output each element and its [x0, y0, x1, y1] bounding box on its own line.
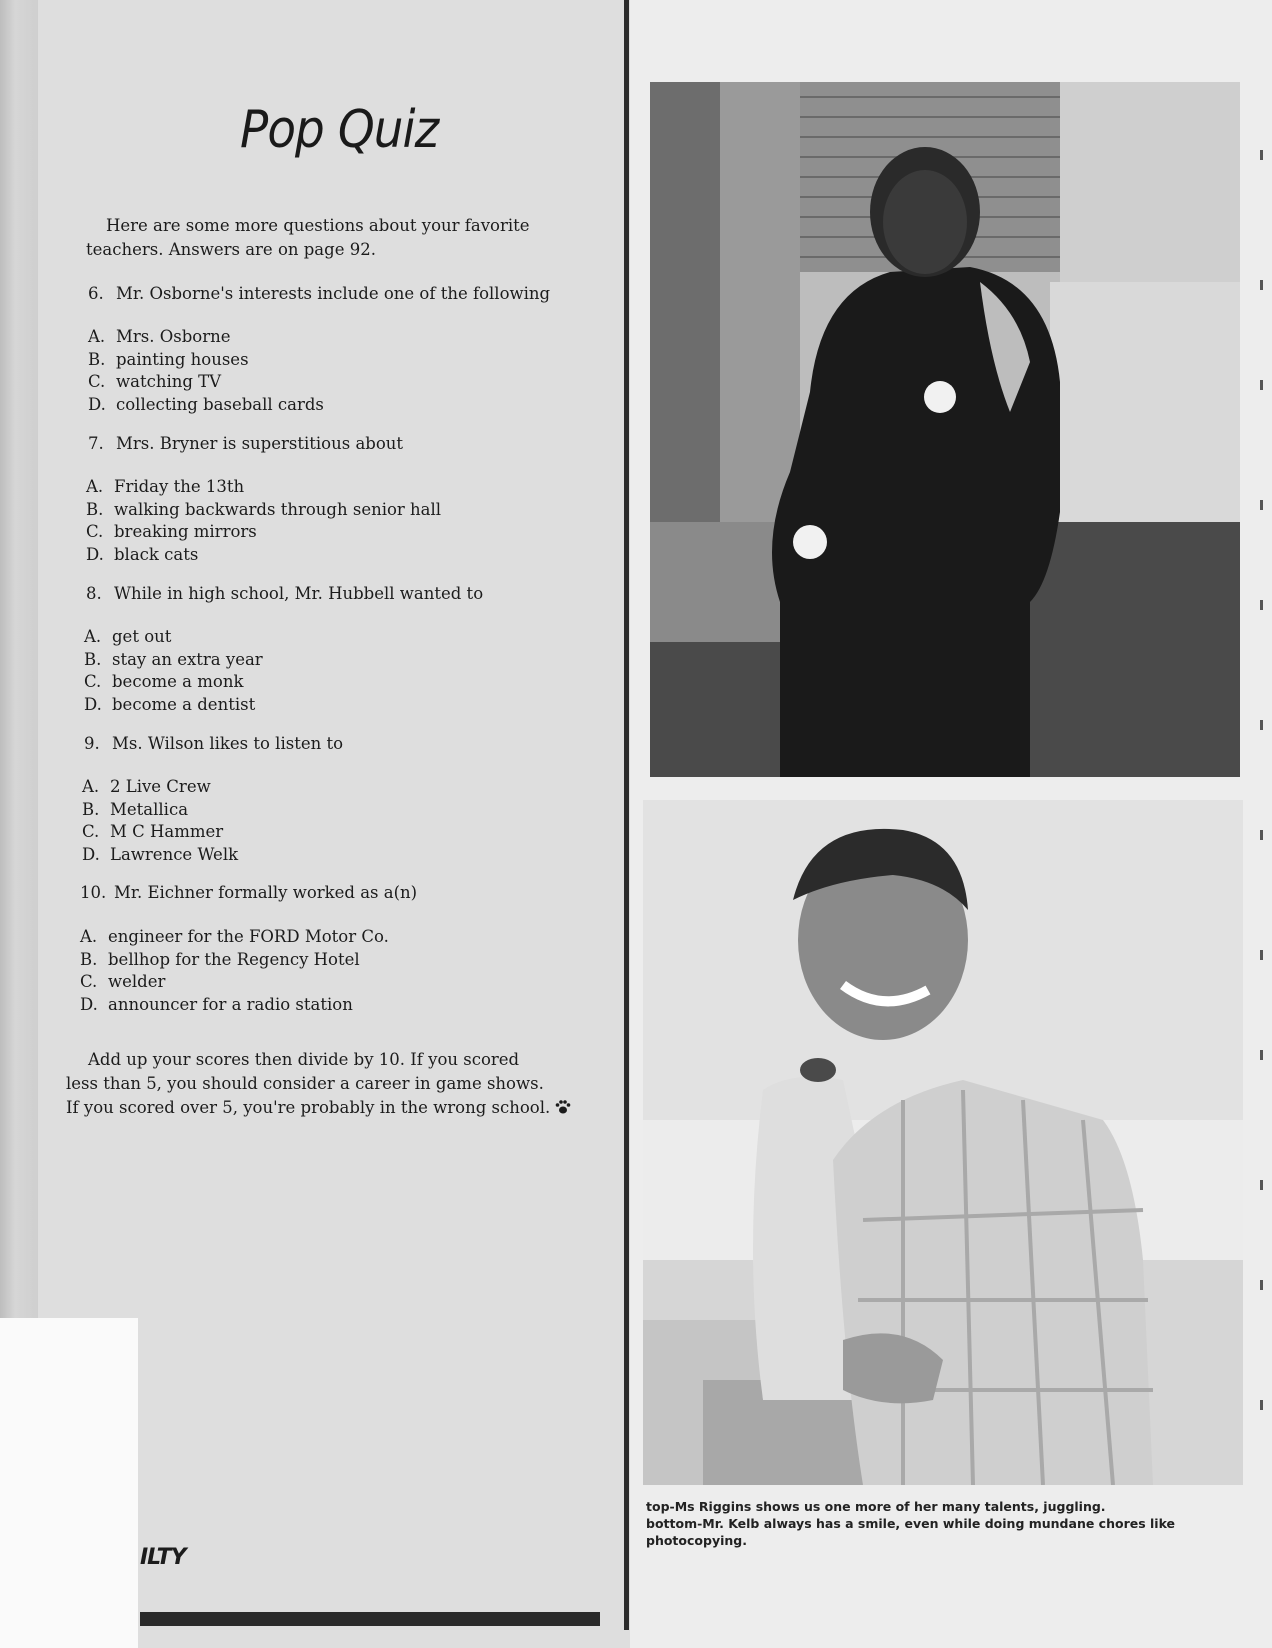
option-text: welder	[108, 972, 166, 991]
option-text: Metallica	[110, 799, 189, 819]
option-text: Lawrence Welk	[110, 844, 239, 864]
option-c	[82, 821, 238, 844]
option-text: stay an extra year	[112, 649, 263, 669]
option-b	[80, 949, 389, 972]
option-a	[88, 326, 324, 349]
question-number: 8.	[86, 584, 102, 603]
option-text: breaking mirrors	[114, 522, 257, 541]
option-letter: B.	[86, 499, 104, 519]
question-8-options	[84, 626, 263, 716]
option-letter: C.	[82, 822, 100, 841]
option-text: become a dentist	[112, 694, 256, 714]
option-letter: C.	[80, 972, 98, 991]
option-text: walking backwards through senior hall	[114, 499, 442, 519]
option-c	[86, 521, 441, 544]
option-letter: D.	[84, 694, 102, 714]
option-text: bellhop for the Regency Hotel	[108, 949, 360, 969]
option-d	[82, 844, 238, 867]
question-text: Mr. Eichner formally worked as a(n)	[114, 883, 418, 902]
caption-line: bottom-Mr. Kelb always has a smile, even while doing mundane chores like	[646, 1516, 1176, 1531]
option-text: M C Hammer	[110, 822, 224, 841]
option-letter: B.	[80, 949, 98, 969]
option-letter: A.	[82, 777, 100, 796]
page-margin-patch	[0, 1318, 138, 1648]
option-letter: D.	[82, 844, 100, 864]
question-number: 9.	[84, 734, 100, 753]
question-text: Mrs. Bryner is superstitious about	[116, 434, 404, 453]
option-a	[84, 626, 263, 649]
option-letter: C.	[88, 372, 106, 391]
option-text: become a monk	[112, 672, 244, 691]
question-8	[86, 584, 483, 603]
caption-line: photocopying.	[646, 1533, 747, 1548]
caption-line: top-Ms Riggins shows us one more of her many talents, juggling.	[646, 1499, 1106, 1514]
option-b	[82, 799, 238, 822]
option-letter: C.	[84, 672, 102, 691]
question-7-options	[86, 476, 441, 566]
page-folio: ILTY	[140, 1545, 186, 1570]
option-a	[80, 926, 389, 949]
question-9-options	[82, 776, 238, 866]
option-letter: D.	[86, 544, 104, 564]
option-b	[84, 649, 263, 672]
question-text: Mr. Osborne's interests include one of the following	[116, 284, 551, 303]
option-d	[86, 544, 441, 567]
option-text: painting houses	[116, 349, 249, 369]
option-text: 2 Live Crew	[110, 777, 211, 796]
page-edge-marks	[1258, 0, 1268, 1648]
photo-caption	[646, 1498, 1226, 1549]
bottom-rule	[140, 1612, 600, 1626]
option-a	[86, 476, 441, 499]
option-d	[80, 994, 389, 1017]
option-letter: A.	[86, 477, 104, 496]
page-spine	[624, 0, 629, 1630]
option-letter: C.	[86, 522, 104, 541]
paw-print-icon	[554, 1098, 572, 1116]
closing-paragraph	[66, 1048, 586, 1120]
option-text: collecting baseball cards	[116, 394, 324, 414]
option-c	[80, 971, 389, 994]
option-text: Mrs. Osborne	[116, 327, 231, 346]
option-text: Friday the 13th	[114, 477, 245, 496]
option-b	[88, 349, 324, 372]
question-9	[84, 734, 343, 753]
photo-teacher-juggling	[650, 82, 1240, 777]
intro-text: Here are some more questions about your favorite teachers. Answers are on page 92.	[86, 216, 530, 259]
option-letter: A.	[84, 627, 102, 646]
question-number: 10.	[80, 883, 107, 902]
option-text: announcer for a radio station	[108, 994, 353, 1014]
closing-line: Add up your scores then divide by 10. If you scored	[88, 1050, 520, 1069]
option-d	[88, 394, 324, 417]
closing-line: If you scored over 5, you're probably in the wrong school.	[66, 1098, 551, 1117]
question-10	[80, 883, 417, 902]
question-6	[88, 284, 550, 303]
question-10-options	[80, 926, 389, 1016]
option-text: watching TV	[116, 372, 222, 391]
option-b	[86, 499, 441, 522]
option-letter: D.	[80, 994, 98, 1014]
option-a	[82, 776, 238, 799]
option-d	[84, 694, 263, 717]
question-number: 6.	[88, 284, 104, 303]
option-c	[84, 671, 263, 694]
question-number: 7.	[88, 434, 104, 453]
option-letter: A.	[80, 927, 98, 946]
page-title: Pop Quiz	[240, 100, 439, 160]
closing-line: less than 5, you should consider a career in game shows.	[66, 1074, 544, 1093]
option-text: get out	[112, 627, 172, 646]
option-letter: B.	[84, 649, 102, 669]
option-text: black cats	[114, 544, 199, 564]
option-letter: D.	[88, 394, 106, 414]
question-7	[88, 434, 403, 453]
question-text: Ms. Wilson likes to listen to	[112, 734, 344, 753]
question-text: While in high school, Mr. Hubbell wanted to	[114, 584, 484, 603]
photo-teacher-photocopying	[643, 800, 1243, 1485]
option-letter: B.	[82, 799, 100, 819]
question-6-options	[88, 326, 324, 416]
option-text: engineer for the FORD Motor Co.	[108, 927, 389, 946]
option-letter: A.	[88, 327, 106, 346]
option-c	[88, 371, 324, 394]
option-letter: B.	[88, 349, 106, 369]
